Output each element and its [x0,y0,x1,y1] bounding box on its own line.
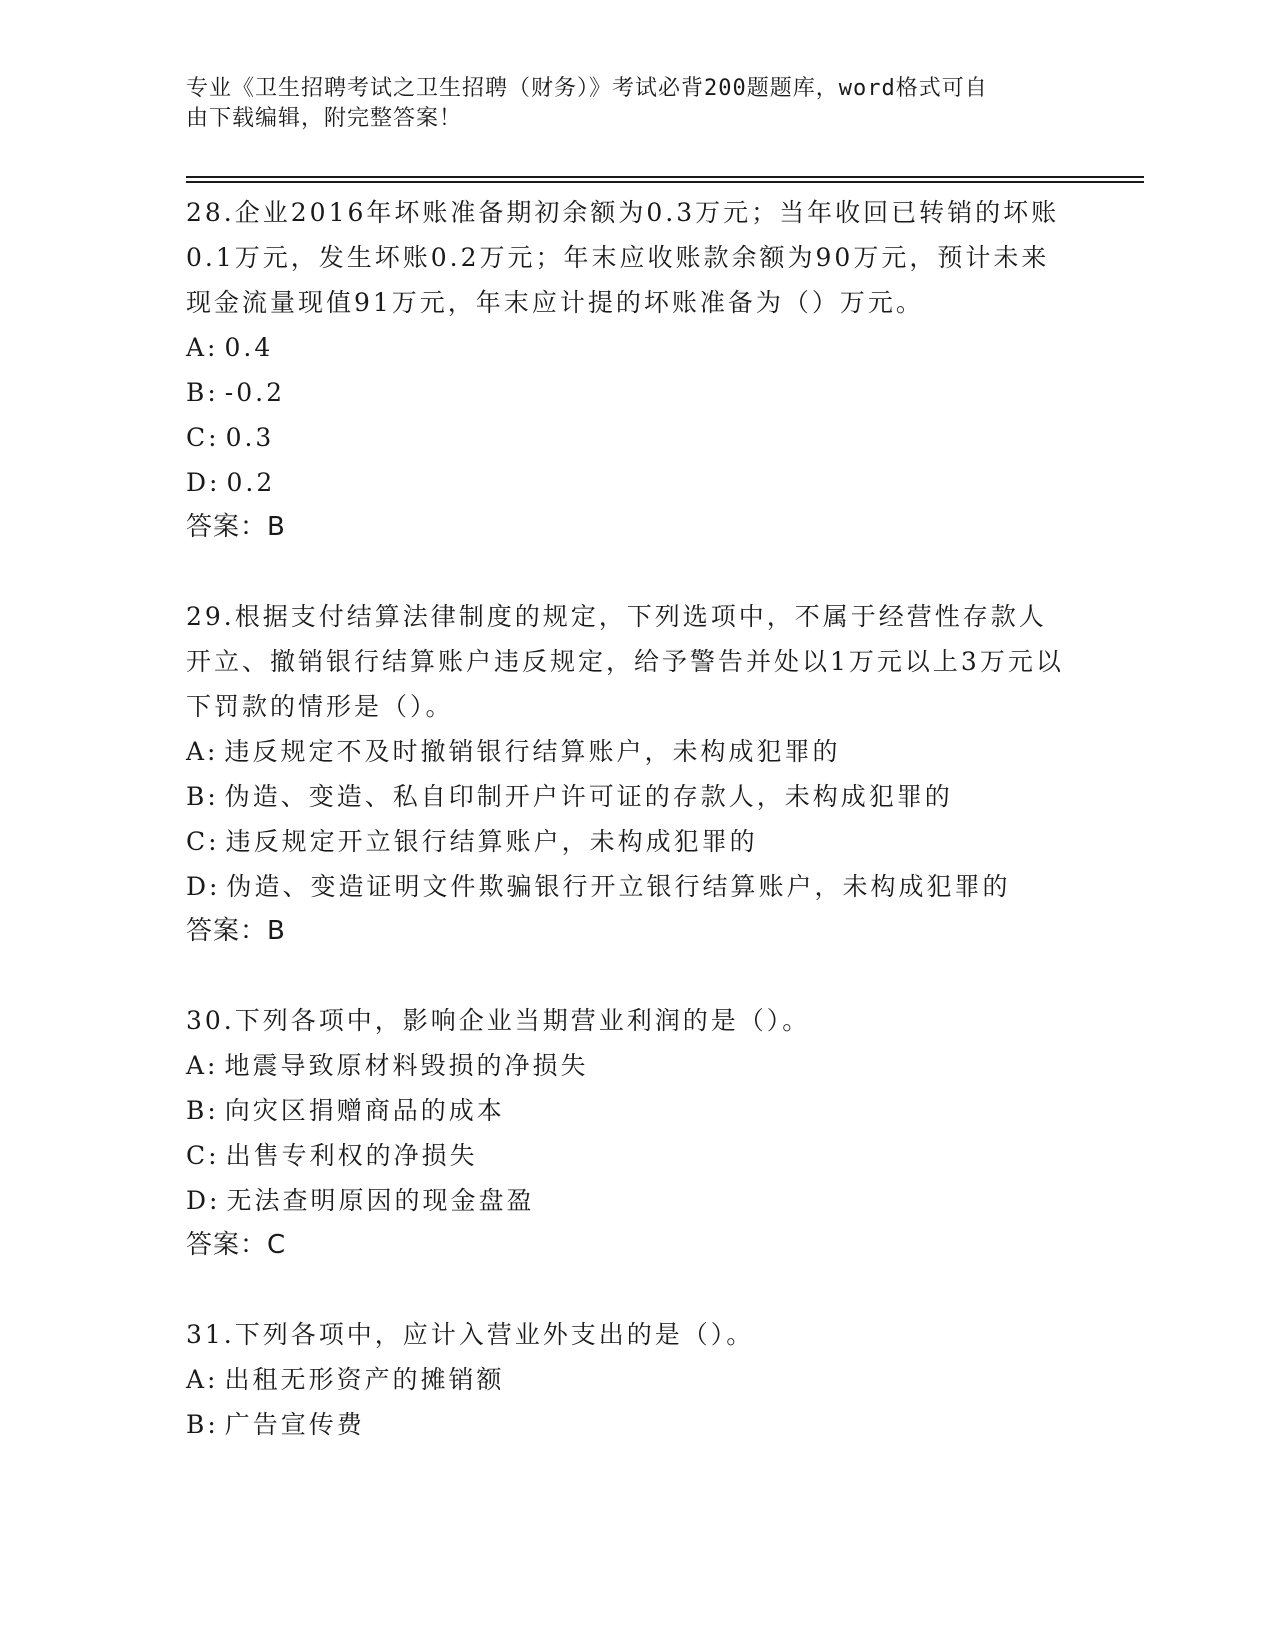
option-b [186,370,1086,415]
option-a [186,729,1086,774]
question-stem: 31.下列各项中，应计入营业外支出的是（）。 [186,1320,755,1349]
option-label: B: [186,378,219,407]
option-b [186,1402,1086,1447]
option-d [186,864,1086,909]
option-label: A: [186,1051,219,1080]
option-label: B: [186,1410,219,1439]
option-label: C: [186,1141,220,1170]
option-text: 伪造、变造、私自印制开户许可证的存款人，未构成犯罪的 [224,782,953,811]
answer-line: 答案：B [186,512,286,542]
header-divider [186,176,1144,183]
option-d [186,460,1086,505]
option-label: D: [186,468,221,497]
option-a [186,1043,1086,1088]
question-stem: 30.下列各项中，影响企业当期营业利润的是（）。 [186,1006,811,1035]
option-label: A: [186,333,219,362]
option-label: B: [186,782,219,811]
header-title-line-2: 由下载编辑，附完整答案！ [186,106,463,131]
option-text: 违反规定不及时撤销银行结算账户，未构成犯罪的 [224,737,841,766]
option-text: 违反规定开立银行结算账户，未构成犯罪的 [225,827,758,856]
document-header [186,74,1066,134]
option-label: D: [186,1186,221,1215]
question-28 [186,190,1086,550]
option-text: 0.2 [226,468,276,497]
option-text: -0.2 [224,378,286,407]
question-stem: 29.根据支付结算法律制度的规定，下列选项中，不属于经营性存款人开立、撤销银行结算账户违反规定，给予警告并处以1万元以上3万元以下罚款的情形是（）。 [186,602,1064,721]
option-c [186,819,1086,864]
question-31 [186,1312,1086,1447]
question-list [186,190,1086,1491]
option-text: 无法查明原因的现金盘盈 [226,1186,535,1215]
option-text: 向灾区捐赠商品的成本 [224,1096,505,1125]
option-d [186,1178,1086,1223]
option-list [186,325,1086,505]
option-list [186,1043,1086,1223]
option-list [186,729,1086,909]
option-label: B: [186,1096,219,1125]
answer-line: 答案：C [186,1230,287,1260]
option-text: 地震导致原材料毁损的净损失 [224,1051,589,1080]
question-30 [186,998,1086,1268]
option-a [186,325,1086,370]
option-text: 0.3 [225,423,275,452]
option-list [186,1357,1086,1447]
option-text: 广告宣传费 [224,1410,365,1439]
question-stem: 28.企业2016年坏账准备期初余额为0.3万元；当年收回已转销的坏账0.1万元，发生坏账0.2万元；年末应收账款余额为90万元，预计未来现金流量现值91万元，年末应计提的坏账准备为（）万元。 [186,198,1060,317]
option-text: 出租无形资产的摊销额 [224,1365,505,1394]
answer-line: 答案：B [186,916,286,946]
option-label: D: [186,872,221,901]
option-c [186,1133,1086,1178]
option-text: 0.4 [224,333,274,362]
option-text: 出售专利权的净损失 [225,1141,478,1170]
option-text: 伪造、变造证明文件欺骗银行开立银行结算账户，未构成犯罪的 [226,872,1011,901]
header-title-line-1: 专业《卫生招聘考试之卫生招聘（财务）》考试必背200题题库，word格式可自 [186,76,988,101]
option-label: C: [186,423,220,452]
option-b [186,1088,1086,1133]
option-a [186,1357,1086,1402]
option-label: A: [186,1365,219,1394]
option-b [186,774,1086,819]
question-29 [186,594,1086,954]
option-label: A: [186,737,219,766]
option-label: C: [186,827,220,856]
option-c [186,415,1086,460]
